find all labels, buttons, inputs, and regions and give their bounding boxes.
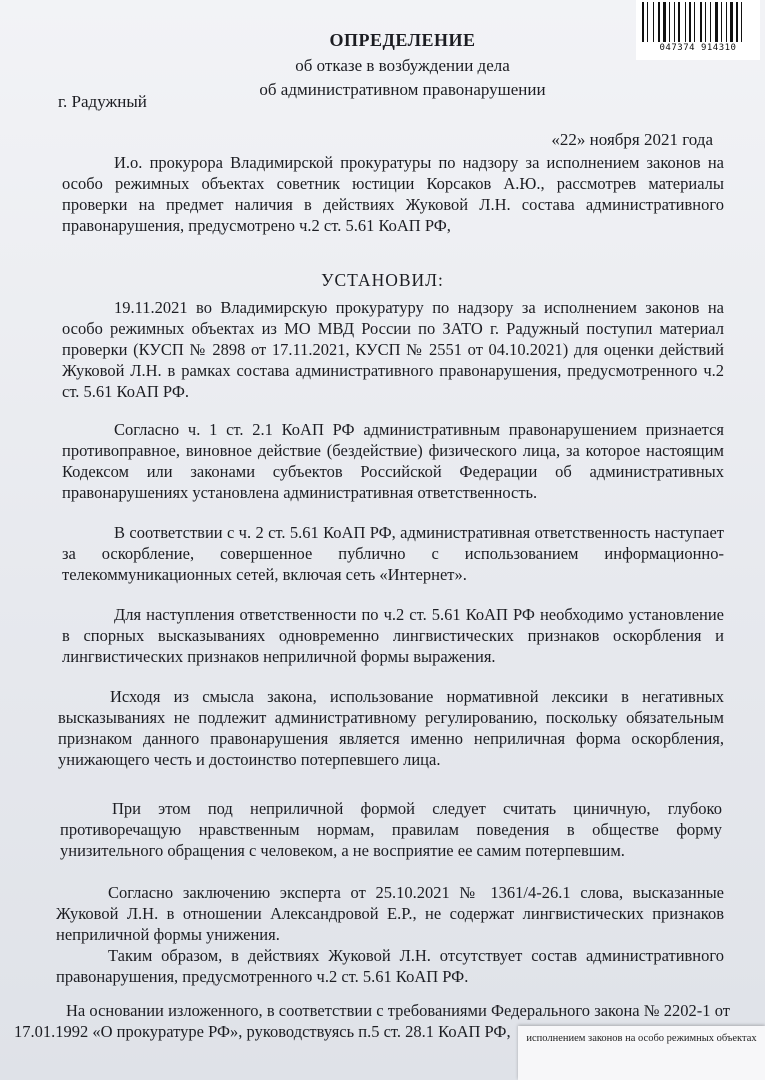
paragraph-2: Согласно ч. 1 ст. 2.1 КоАП РФ административным правонарушением признается противоправное, виновное действие (бездействие) физического лица, за которое настоящим Кодексом или законами субъектов Российской Федерации об административных правонарушениях установлена административная ответственность.: [62, 420, 724, 502]
document-subtitle-line2: об административном правонарушении: [259, 80, 546, 99]
paragraph-6: При этом под неприличной формой следует считать циничную, глубоко противоречащую нравственным нормам, правилам поведения в обществе форму унизительного обращения с человеком, а не восприятие ее самим потерпевшим.: [60, 799, 722, 860]
section-heading: УСТАНОВИЛ:: [321, 270, 444, 290]
paragraph-7: Согласно заключению эксперта от 25.10.2021 № 1361/4-26.1 слова, высказанные Жуковой Л.Н. в отношении Александровой Е.Р., не содержат лингвистических признаков неприличной формы унижения.: [56, 883, 724, 944]
document-subtitle-line1: об отказе в возбуждении дела: [295, 56, 510, 75]
paragraph-3: В соответствии с ч. 2 ст. 5.61 КоАП РФ, административная ответственность наступает за оскорбление, совершенное публично с использованием информационно-телекоммуникационных сетей, включая сеть «Интернет».: [62, 523, 724, 584]
stamp-note: исполнением законов на особо режимных объектах: [518, 1026, 765, 1080]
document-title: ОПРЕДЕЛЕНИЕ: [329, 30, 476, 50]
paragraph-4: Для наступления ответственности по ч.2 ст. 5.61 КоАП РФ необходимо установление в спорных высказываниях одновременно лингвистических признаков оскорбления и лингвистических признаков неприличной формы выражения.: [62, 605, 724, 666]
barcode-number: 047374 914310: [659, 43, 737, 53]
intro-paragraph: И.о. прокурора Владимирской прокуратуры по надзору за исполнением законов на особо режимных объектах советник юстиции Корсаков А.Ю., рассмотрев материалы проверки на предмет наличия в действиях Жуковой Л.Н. состава административного правонарушения, предусмотрено ч.2 ст. 5.61 КоАП РФ,: [62, 153, 724, 235]
document-date: «22» ноября 2021 года: [551, 130, 713, 149]
paragraph-5: Исходя из смысла закона, использование нормативной лексики в негативных высказываниях не подлежит административному регулированию, поскольку обязательным признаком данного правонарушения является именно неприличная форма оскорбления, унижающего честь и достоинство потерпевшего лица.: [58, 687, 724, 769]
city: г. Радужный: [58, 92, 147, 111]
paragraph-8: Таким образом, в действиях Жуковой Л.Н. отсутствует состав административного правонарушения, предусмотренного ч.2 ст. 5.61 КоАП РФ.: [56, 946, 724, 986]
paragraph-1: 19.11.2021 во Владимирскую прокуратуру по надзору за исполнением законов на особо режимных объектах из МО МВД России по ЗАТО г. Радужный поступил материал проверки (КУСП № 2898 от 17.11.2021, КУСП № 2551 от 04.10.2021) для оценки действий Жуковой Л.Н. в рамках состава административного правонарушения, предусмотренного ч.2 ст. 5.61 КоАП РФ.: [62, 298, 724, 401]
paragraph-9: На основании изложенного, в соответствии с требованиями Федерального закона № 2202-1 от 17.01.1992 «О прокуратуре РФ», руководствуясь п.5 ст. 28.1 КоАП РФ,: [14, 1001, 730, 1041]
